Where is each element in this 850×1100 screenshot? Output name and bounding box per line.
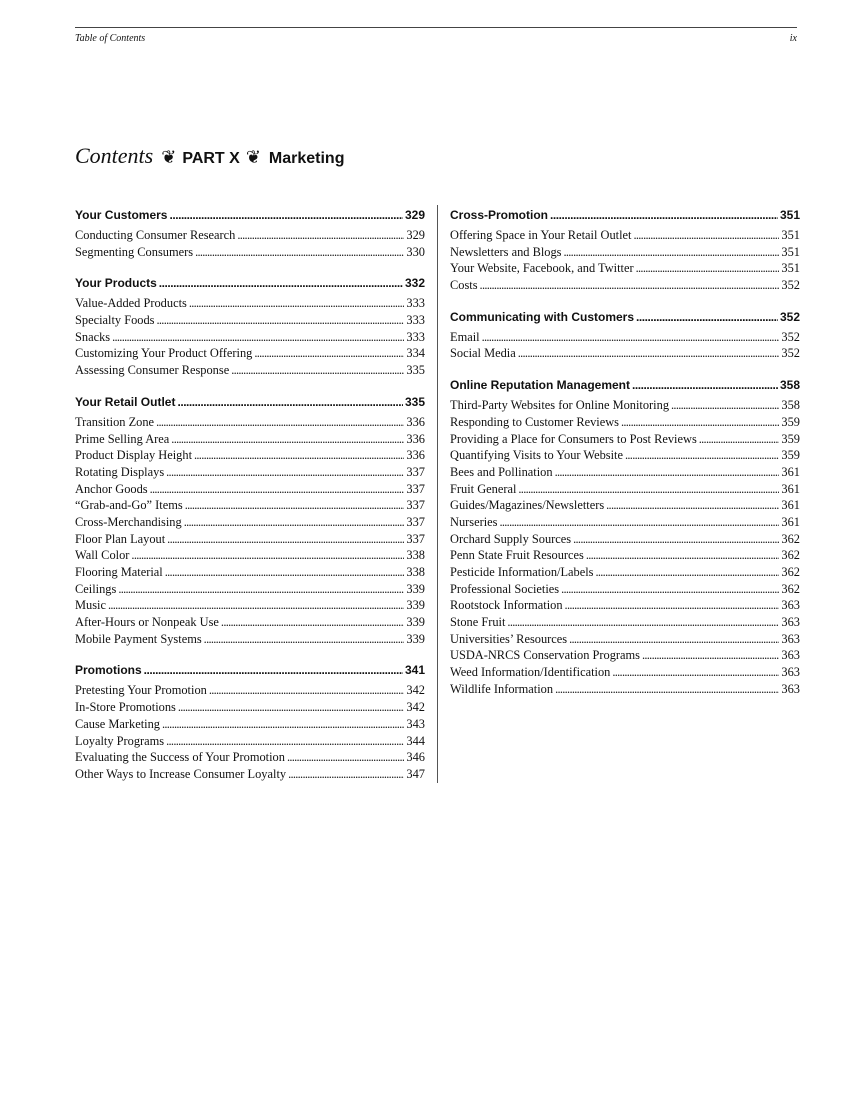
toc-entry[interactable] xyxy=(450,531,800,548)
toc-entry[interactable] xyxy=(450,244,800,261)
toc-entry-page: 336 xyxy=(406,448,425,463)
toc-entry-label: Orchard Supply Sources xyxy=(450,531,572,546)
toc-entry[interactable] xyxy=(75,295,425,312)
toc-entry-label: Music xyxy=(75,598,106,613)
toc-entry[interactable] xyxy=(75,699,425,716)
toc-entry[interactable] xyxy=(450,397,800,414)
toc-heading-page: 335 xyxy=(404,394,425,409)
toc-entry[interactable] xyxy=(450,631,800,648)
toc-entry-label: Flooring Material xyxy=(75,565,163,579)
toc-section xyxy=(450,377,800,697)
toc-entry-page: 342 xyxy=(406,700,425,715)
toc-entry-label: Floor Plan Layout xyxy=(75,531,166,546)
toc-entry-label: Your Website, Facebook, and Twitter xyxy=(450,261,634,276)
toc-heading[interactable] xyxy=(450,309,800,325)
dot-leader xyxy=(632,377,778,393)
toc-entry-page: 339 xyxy=(406,615,425,630)
toc-entry-label: Product Display Height xyxy=(75,448,193,463)
toc-entry-page: 337 xyxy=(406,514,425,529)
toc-heading-label: Your Products xyxy=(75,276,157,291)
toc-entry[interactable] xyxy=(450,329,800,346)
toc-entry-page: 335 xyxy=(406,363,425,378)
toc-entry-page: 362 xyxy=(781,565,800,579)
toc-entry[interactable] xyxy=(75,766,425,783)
toc-entry[interactable] xyxy=(75,227,425,244)
toc-heading[interactable] xyxy=(75,662,425,678)
toc-entry-label: Penn State Fruit Resources xyxy=(450,548,584,563)
toc-heading[interactable] xyxy=(75,275,425,291)
title-part: PART X xyxy=(182,150,240,167)
toc-entry-label: Rotating Displays xyxy=(75,464,165,479)
dot-leader xyxy=(144,662,403,678)
toc-entry-page: 347 xyxy=(406,766,425,781)
toc-entry-label: Costs xyxy=(450,278,478,293)
toc-entry-page: 344 xyxy=(406,733,425,748)
toc-section xyxy=(75,275,425,378)
toc-right-column xyxy=(450,207,800,713)
toc-entry-label: Quantifying Visits to Your Website xyxy=(450,448,624,463)
dot-leader xyxy=(195,244,404,261)
toc-heading-page: 329 xyxy=(404,208,425,222)
toc-section xyxy=(75,394,425,648)
dot-leader xyxy=(112,329,404,346)
toc-entry-page: 362 xyxy=(781,581,800,596)
toc-entry-label: Assessing Consumer Response xyxy=(75,363,230,378)
toc-entry-page: 351 xyxy=(781,228,800,242)
dot-leader xyxy=(633,227,779,244)
dot-leader xyxy=(185,497,405,514)
page-title xyxy=(75,143,344,169)
toc-entry-page: 351 xyxy=(781,261,800,276)
toc-entry-label: Guides/Magazines/Newsletters xyxy=(450,498,605,513)
toc-entry-page: 337 xyxy=(406,464,425,479)
dot-leader xyxy=(518,481,779,498)
toc-entry-page: 363 xyxy=(781,648,800,663)
toc-entry-page: 358 xyxy=(781,398,800,413)
dot-leader xyxy=(108,597,404,614)
dot-leader xyxy=(636,260,780,277)
toc-section xyxy=(450,207,800,294)
toc-entry-label: In-Store Promotions xyxy=(75,700,176,715)
column-divider xyxy=(437,205,438,783)
dot-leader xyxy=(169,207,403,223)
toc-entry-page: 337 xyxy=(406,498,425,513)
toc-section xyxy=(75,662,425,782)
toc-entry-label: Cross-Merchandising xyxy=(75,514,182,529)
toc-left-column xyxy=(75,207,425,798)
toc-entry-label: Specialty Foods xyxy=(75,313,155,328)
toc-entry-label: Customizing Your Product Offering xyxy=(75,346,253,361)
toc-entry[interactable] xyxy=(75,431,425,448)
toc-entry-label: Other Ways to Increase Consumer Loyalty xyxy=(75,766,287,781)
toc-entry[interactable] xyxy=(75,547,425,564)
toc-entry-label: Fruit General xyxy=(450,481,517,496)
toc-entry-label: Snacks xyxy=(75,329,111,344)
toc-entry-page: 359 xyxy=(781,414,800,429)
toc-entry-page: 351 xyxy=(781,244,800,259)
toc-entry-page: 359 xyxy=(781,448,800,463)
toc-entry-page: 359 xyxy=(781,431,800,446)
toc-entry-page: 343 xyxy=(406,716,425,731)
toc-entry[interactable] xyxy=(450,664,800,681)
toc-entry[interactable] xyxy=(75,447,425,464)
toc-entry-page: 336 xyxy=(406,414,425,429)
dot-leader xyxy=(699,431,780,448)
toc-entry-label: Mobile Payment Systems xyxy=(75,631,202,646)
toc-entry-label: Value-Added Products xyxy=(75,296,187,311)
toc-entry-label: Rootstock Information xyxy=(450,598,563,613)
dot-leader xyxy=(131,547,404,564)
dot-leader xyxy=(565,597,780,614)
toc-heading-page: 341 xyxy=(404,663,425,678)
toc-entry[interactable] xyxy=(75,682,425,699)
toc-heading[interactable] xyxy=(450,207,800,223)
toc-entry[interactable] xyxy=(75,329,425,346)
leaf-ornament-icon: ❦ xyxy=(161,147,177,168)
toc-entry-label: Newsletters and Blogs xyxy=(450,244,562,259)
toc-entry[interactable] xyxy=(450,564,800,581)
toc-heading-label: Your Customers xyxy=(75,208,168,222)
toc-entry[interactable] xyxy=(75,414,425,431)
toc-entry-page: 333 xyxy=(406,329,425,344)
toc-section xyxy=(450,309,800,362)
dot-leader xyxy=(159,275,403,291)
toc-entry[interactable] xyxy=(75,564,425,581)
toc-entry-page: 334 xyxy=(406,346,425,361)
toc-entry-label: “Grab-and-Go” Items xyxy=(75,498,183,513)
toc-entry-page: 352 xyxy=(781,278,800,293)
toc-entry[interactable] xyxy=(75,597,425,614)
dot-leader xyxy=(596,564,780,581)
toc-heading[interactable] xyxy=(75,207,425,223)
dot-leader xyxy=(518,345,780,362)
toc-entry-label: Evaluating the Success of Your Promotion xyxy=(75,750,285,765)
toc-entry[interactable] xyxy=(75,481,425,498)
toc-entry-page: 339 xyxy=(406,581,425,596)
toc-entry[interactable] xyxy=(450,464,800,481)
toc-entry-label: USDA-NRCS Conservation Programs xyxy=(450,648,640,663)
dot-leader xyxy=(177,394,403,410)
toc-entry[interactable] xyxy=(75,631,425,648)
toc-entry[interactable] xyxy=(450,481,800,498)
toc-entry[interactable] xyxy=(450,514,800,531)
toc-entry[interactable] xyxy=(75,464,425,481)
toc-entry-page: 337 xyxy=(406,481,425,496)
dot-leader xyxy=(555,681,779,698)
toc-entry-page: 352 xyxy=(781,346,800,361)
toc-entry[interactable] xyxy=(75,514,425,531)
running-head-title: Table of Contents xyxy=(75,33,146,44)
dot-leader xyxy=(606,497,779,514)
dot-leader xyxy=(118,581,404,598)
toc-entry-page: 363 xyxy=(781,631,800,646)
dot-leader xyxy=(231,362,404,379)
toc-heading-label: Cross-Promotion xyxy=(450,208,549,222)
toc-heading-label: Promotions xyxy=(75,663,142,678)
toc-entry-page: 337 xyxy=(406,531,425,546)
dot-leader xyxy=(189,295,405,312)
toc-entry[interactable] xyxy=(450,431,800,448)
toc-entry-label: Cause Marketing xyxy=(75,716,160,731)
dot-leader xyxy=(287,749,404,766)
dot-leader xyxy=(507,614,779,631)
toc-entry[interactable] xyxy=(75,581,425,598)
toc-entry-label: Providing a Place for Consumers to Post Reviews xyxy=(450,431,697,446)
toc-entry-page: 361 xyxy=(781,498,800,513)
dot-leader xyxy=(586,547,780,564)
toc-heading-label: Online Reputation Management xyxy=(450,378,631,393)
dot-leader xyxy=(204,631,405,648)
toc-entry-page: 346 xyxy=(406,750,425,765)
toc-entry[interactable] xyxy=(450,597,800,614)
toc-section xyxy=(75,207,425,260)
toc-entry-label: Email xyxy=(450,329,480,344)
toc-entry[interactable] xyxy=(450,260,800,277)
toc-entry[interactable] xyxy=(75,614,425,631)
toc-entry[interactable] xyxy=(75,345,425,362)
toc-entry-label: Stone Fruit xyxy=(450,615,506,630)
toc-entry-label: Wildlife Information xyxy=(450,681,554,696)
toc-entry-page: 363 xyxy=(781,681,800,696)
toc-entry-page: 363 xyxy=(781,615,800,630)
toc-entry[interactable] xyxy=(450,345,800,362)
toc-entry-page: 352 xyxy=(781,329,800,344)
toc-entry-label: Nurseries xyxy=(450,514,498,529)
dot-leader xyxy=(621,414,779,431)
dot-leader xyxy=(671,397,779,414)
dot-leader xyxy=(178,699,405,716)
title-contents: Contents xyxy=(75,143,154,168)
toc-entry-label: Social Media xyxy=(450,346,516,361)
toc-heading-page: 358 xyxy=(779,378,800,393)
page-number: ix xyxy=(789,33,797,44)
toc-entry-page: 361 xyxy=(781,514,800,529)
dot-leader xyxy=(288,766,404,783)
toc-entry-page: 339 xyxy=(406,631,425,646)
toc-entry[interactable] xyxy=(450,647,800,664)
toc-heading[interactable] xyxy=(450,377,800,393)
toc-entry-page: 336 xyxy=(406,431,425,446)
toc-entry[interactable] xyxy=(75,312,425,329)
toc-entry[interactable] xyxy=(450,447,800,464)
toc-entry-label: Segmenting Consumers xyxy=(75,244,194,259)
dot-leader xyxy=(573,531,779,548)
toc-heading-page: 332 xyxy=(404,276,425,291)
toc-entry-label: Offering Space in Your Retail Outlet xyxy=(450,228,632,242)
dot-leader xyxy=(194,447,404,464)
toc-entry-label: Loyalty Programs xyxy=(75,733,165,748)
toc-entry-label: Universities’ Resources xyxy=(450,631,568,646)
dot-leader xyxy=(499,514,779,531)
toc-entry-page: 362 xyxy=(781,531,800,546)
toc-entry[interactable] xyxy=(75,716,425,733)
toc-entry-page: 342 xyxy=(406,683,425,698)
toc-entry[interactable] xyxy=(450,227,800,244)
toc-entry-page: 339 xyxy=(406,598,425,613)
dot-leader xyxy=(221,614,404,631)
dot-leader xyxy=(165,564,405,581)
dot-leader xyxy=(480,277,780,294)
dot-leader xyxy=(625,447,779,464)
toc-entry-label: Anchor Goods xyxy=(75,481,148,496)
toc-entry[interactable] xyxy=(450,581,800,598)
toc-entry[interactable] xyxy=(75,733,425,750)
toc-entry[interactable] xyxy=(75,531,425,548)
toc-entry[interactable] xyxy=(75,362,425,379)
dot-leader xyxy=(636,309,778,325)
title-section: Marketing xyxy=(268,150,345,167)
running-head xyxy=(75,27,797,44)
toc-entry-page: 333 xyxy=(406,296,425,311)
toc-entry-label: Responding to Customer Reviews xyxy=(450,414,619,429)
dot-leader xyxy=(150,481,405,498)
toc-entry-page: 363 xyxy=(781,598,800,613)
dot-leader xyxy=(482,329,780,346)
dot-leader xyxy=(184,514,405,531)
dot-leader xyxy=(166,733,404,750)
dot-leader xyxy=(162,716,404,733)
toc-entry-label: Pretesting Your Promotion xyxy=(75,683,207,698)
toc-entry[interactable] xyxy=(450,497,800,514)
dot-leader xyxy=(561,581,779,598)
toc-heading-label: Communicating with Customers xyxy=(450,309,635,324)
dot-leader xyxy=(254,345,404,362)
toc-entry-label: After-Hours or Nonpeak Use xyxy=(75,615,219,630)
toc-entry[interactable] xyxy=(450,681,800,698)
dot-leader xyxy=(237,227,404,244)
toc-entry-label: Bees and Pollination xyxy=(450,464,553,479)
toc-entry[interactable] xyxy=(75,497,425,514)
toc-heading-page: 352 xyxy=(779,309,800,324)
dot-leader xyxy=(167,531,404,548)
toc-entry-page: 363 xyxy=(781,665,800,680)
toc-entry-label: Prime Selling Area xyxy=(75,431,170,446)
toc-entry-page: 361 xyxy=(781,481,800,496)
toc-entry-label: Third-Party Websites for Online Monitoring xyxy=(450,398,670,413)
toc-entry-page: 330 xyxy=(406,244,425,259)
toc-entry-label: Professional Societies xyxy=(450,581,560,596)
toc-entry-page: 333 xyxy=(406,313,425,328)
toc-heading-page: 351 xyxy=(779,208,800,222)
toc-heading-label: Your Retail Outlet xyxy=(75,394,176,409)
dot-leader xyxy=(555,464,780,481)
toc-entry[interactable] xyxy=(75,749,425,766)
toc-entry[interactable] xyxy=(450,277,800,294)
toc-entry-page: 361 xyxy=(781,464,800,479)
toc-entry-label: Pesticide Information/Labels xyxy=(450,565,594,579)
toc-entry[interactable] xyxy=(450,414,800,431)
leaf-ornament-icon: ❦ xyxy=(245,147,261,168)
toc-heading[interactable] xyxy=(75,394,425,410)
toc-entry[interactable] xyxy=(75,244,425,261)
toc-entry-label: Transition Zone xyxy=(75,414,155,429)
toc-entry-page: 329 xyxy=(406,228,425,242)
toc-entry-page: 338 xyxy=(406,548,425,563)
dot-leader xyxy=(612,664,779,681)
dot-leader xyxy=(157,312,405,329)
toc-entry-label: Ceilings xyxy=(75,581,117,596)
toc-entry-page: 362 xyxy=(781,548,800,563)
dot-leader xyxy=(156,414,404,431)
dot-leader xyxy=(550,207,778,223)
dot-leader xyxy=(569,631,779,648)
toc-entry-label: Weed Information/Identification xyxy=(450,665,611,680)
dot-leader xyxy=(209,682,405,699)
toc-entry[interactable] xyxy=(450,547,800,564)
dot-leader xyxy=(642,647,779,664)
toc-entry-label: Wall Color xyxy=(75,548,130,563)
toc-entry-page: 338 xyxy=(406,565,425,579)
toc-entry[interactable] xyxy=(450,614,800,631)
toc-entry-label: Conducting Consumer Research xyxy=(75,228,236,242)
dot-leader xyxy=(564,244,780,261)
dot-leader xyxy=(166,464,404,481)
dot-leader xyxy=(171,431,404,448)
